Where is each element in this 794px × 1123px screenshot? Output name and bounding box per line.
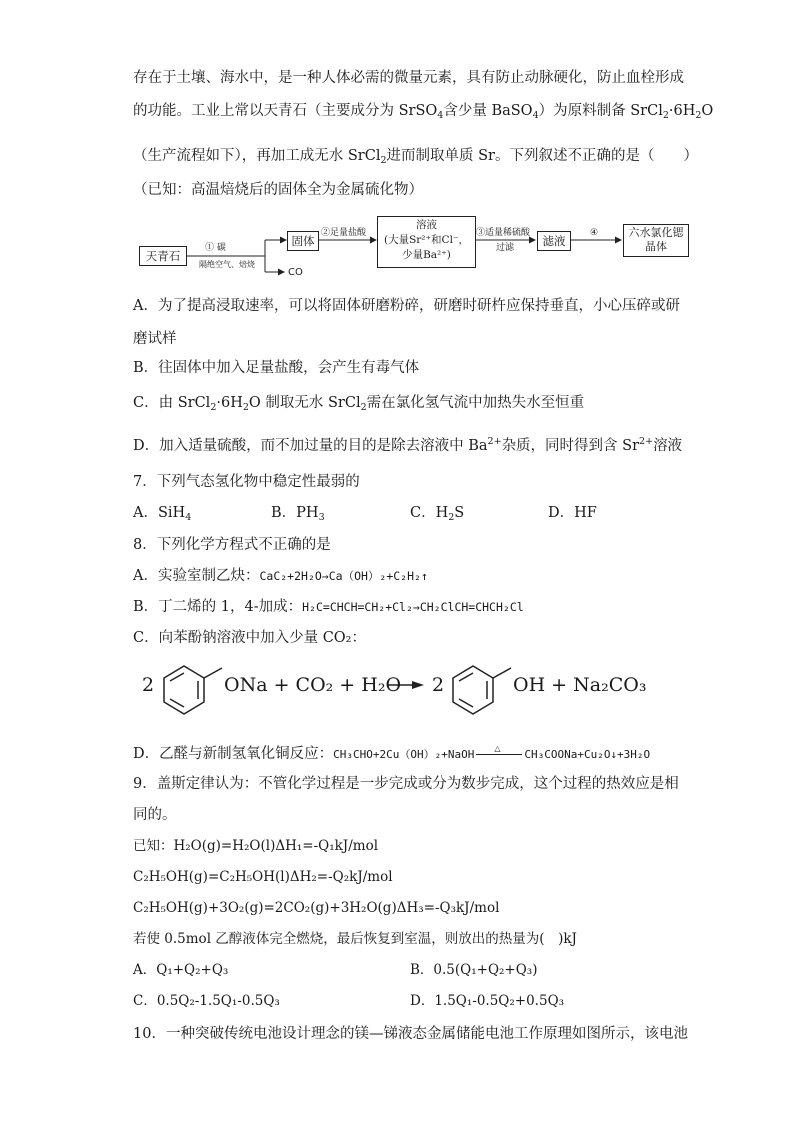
label-step-4: ④ [590, 228, 599, 238]
q6-c-text: 需在氯化氢气流中加热失水至恒重 [366, 395, 585, 411]
intro-line-3: （生产流程如下），再加工成无水 SrCl$_2$进而制取单质 Sr。下列叙述不正确的是（ ） [133, 148, 698, 166]
q8-option-d [133, 744, 650, 765]
q6-option-d: D．加入适量硫酸，而不加过量的目的是除去溶液中 $Ba^{2+}$杂质，同时得到含 $Sr^{2+}$溶液 [133, 436, 683, 454]
q8-option-c: C．向苯酚钠溶液中加入少量 CO₂： [133, 630, 366, 646]
eq-coefficient-2: 2 [432, 674, 445, 696]
intro-text: 进而制取单质 Sr。下列叙述不正确的是（ ） [386, 148, 698, 164]
q7-option-d: D．HF [548, 505, 597, 521]
q6-option-a-line-2: 磨试样 [133, 331, 177, 347]
q6-option-b: B．往固体中加入足量盐酸，会产生有毒气体 [133, 360, 420, 376]
q8-b-equation: H₂C=CHCH=CH₂+Cl₂→CH₂ClCH=CHCH₂Cl [302, 600, 524, 614]
intro-text: 的功能。工业上常以天青石（主要成分为 SrSO [133, 103, 438, 119]
label-step-1: ① 碳 [205, 243, 226, 253]
node-celestine: 天青石 [139, 246, 187, 266]
q6-d-text: 杂质，同时得到含 Sr [501, 438, 640, 454]
q6-c-text: C．由 SrCl [133, 395, 211, 411]
q8-d-products: CH₃COONa+Cu₂O↓+3H₂O [524, 748, 651, 761]
node-filtrate: 滤液 [537, 231, 571, 251]
q6-option-a-line-1: A．为了提高浸取速率，可以将固体研磨粉碎，研磨时研杵应保持垂直，小心压碎或研 [133, 298, 680, 314]
q8-d-arrow [474, 744, 524, 760]
q9-known-2: C₂H₅OH(g)=C₂H₅OH(l)ΔH₂=-Q₂kJ/mol [133, 869, 393, 885]
q9-known-3: C₂H₅OH(g)+3O₂(g)=2CO₂(g)+3H₂O(g)ΔH₃=-Q₃kJ/mol [133, 900, 500, 916]
intro-line-4: （已知：高温焙烧后的固体全为金属硫化物） [133, 182, 423, 198]
q6-c-text: O 制取无水 SrCl [248, 395, 361, 411]
q7-option-a: A．SiH$_4$ [133, 505, 192, 523]
q9-known-1: 已知：H₂O(g)=H₂O(l)ΔH₁=-Q₁kJ/mol [133, 838, 379, 854]
node-solution-title: 溶液 [416, 219, 437, 231]
intro-text: 含少量 BaSO [443, 103, 533, 119]
node-solution-line-3: 少量Ba²⁺) [402, 249, 451, 261]
q8-a-label: A．实验室制乙炔： [133, 568, 260, 584]
q8-option-a [133, 566, 428, 586]
benzene-ring-right [453, 666, 511, 714]
node-product-line-1: 六水氯化锶 [628, 226, 684, 239]
q6-d-text: D．加入适量硫酸，而不加过量的目的是除去溶液中 Ba [133, 438, 488, 454]
q7-option-b: B．$PH_3$ [271, 505, 325, 523]
q6-d-text: 溶液 [653, 438, 683, 454]
eq-coefficient-1: 2 [142, 674, 155, 696]
intro-line-2: 的功能。工业上常以天青石（主要成分为 SrSO$_4$含少量 BaSO$_4$）为原料制备 $SrCl_2\cdot 6H_2O$ [133, 103, 714, 121]
q8-d-reactants: CH₃CHO+2Cu（OH）₂+NaOH [333, 748, 475, 761]
label-step-3-filter: 过滤 [496, 243, 515, 253]
label-step-2: ②足量盐酸 [321, 228, 367, 238]
q8-stem: 8．下列化学方程式不正确的是 [133, 537, 331, 553]
q8-a-equation: CaC₂+2H₂O→Ca（OH）₂+C₂H₂↑ [259, 569, 428, 583]
q8-option-b [133, 597, 524, 617]
q8-b-label: B．丁二烯的 1，4-加成： [133, 599, 303, 615]
q10-stem: 10．一种突破传统电池设计理念的镁—锑液态金属储能电池工作原理如图所示，该电池 [133, 1026, 688, 1042]
label-step-1-condition: 隔绝空气、焙烧 [199, 260, 255, 269]
q8-d-label: D．乙醛与新制氢氧化铜反应： [133, 746, 334, 762]
eq-right-side: OH + Na₂CO₃ [513, 674, 647, 696]
heat-symbol: △ [494, 744, 501, 753]
intro-text: O [701, 103, 714, 119]
node-co: CO [288, 267, 303, 278]
intro-text: ）为原料制备 SrCl [538, 103, 663, 119]
q9-question: 若使 0.5mol 乙醇液体完全燃烧，最后恢复到室温，则放出的热量为( )kJ [133, 931, 577, 947]
q7-c-text: C．H [410, 505, 449, 521]
q7-option-c: C．$H_2S$ [410, 505, 465, 523]
q7-b-text: B．PH [271, 505, 319, 521]
q9-option-c: C．0.5Q₂-1.5Q₁-0.5Q₃ [133, 993, 280, 1009]
node-solution-line-2: (大量Sr²⁺和Cl⁻， [384, 234, 469, 246]
q9-stem-line-1: 9．盖斯定律认为：不管化学过程是一步完成或分为数步完成，这个过程的热效应是相 [133, 776, 679, 792]
q7-stem: 7．下列气态氢化物中稳定性最弱的 [133, 474, 360, 490]
benzene-ring-left [164, 666, 222, 714]
q9-stem-line-2: 同的。 [133, 807, 177, 823]
q7-c-text: S [454, 505, 465, 521]
intro-line-1: 存在于土壤、海水中，是一种人体必需的微量元素，具有防止动脉硬化，防止血栓形成 [133, 70, 684, 86]
q9-option-b: B．0.5(Q₁+Q₂+Q₃) [410, 962, 538, 978]
q6-option-c: C．由 $SrCl_2\cdot 6H_2O$ 制取无水 SrCl$_2$需在氯化氢气流中加热失水至恒重 [133, 395, 585, 413]
node-product [623, 224, 689, 257]
node-product-line-2: 晶体 [645, 240, 667, 253]
q9-option-a: A．Q₁+Q₂+Q₃ [133, 962, 229, 978]
q7-a-text: A．SiH [133, 505, 186, 521]
node-solid: 固体 [287, 231, 319, 251]
intro-text: ·6H [668, 103, 696, 119]
q6-c-text: ·6H [216, 395, 243, 411]
phenoxide-equation [0, 650, 794, 730]
arrow-line [476, 754, 522, 755]
node-solution [377, 216, 476, 268]
eq-left-side: ONa + CO₂ + H₂O [224, 674, 402, 696]
q9-option-d: D．1.5Q₁-0.5Q₂+0.5Q₃ [410, 993, 565, 1009]
intro-text: （生产流程如下），再加工成无水 SrCl [133, 148, 381, 164]
label-step-3: ③适量稀硫酸 [476, 228, 531, 238]
